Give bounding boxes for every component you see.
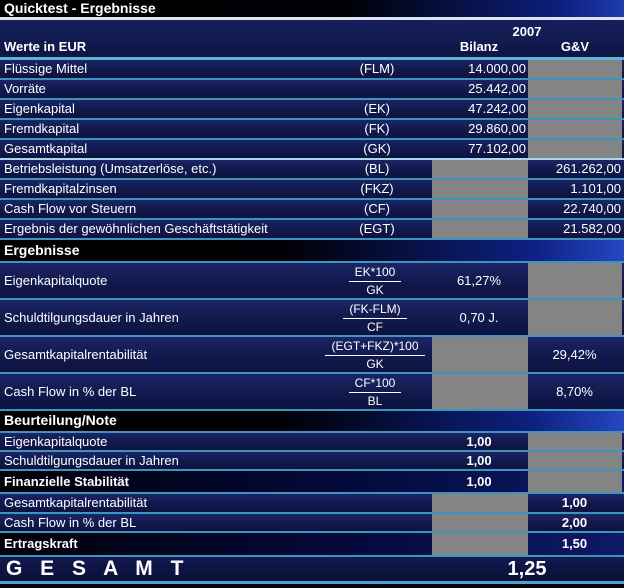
row-label: Schuldtilgungsdauer in Jahren [4, 453, 179, 468]
table-row-betriebsleistung [0, 160, 624, 180]
gv-value: 29,42% [552, 347, 597, 362]
table-row-fluessige-mittel [0, 60, 624, 80]
na-cell-gv [528, 120, 622, 138]
na-cell-gv [528, 471, 622, 492]
row-label: Gesamtkapitalrentabilität [4, 495, 148, 510]
formula-denominator: GK [366, 283, 384, 297]
row-label: Ergebnis der gewöhnlichen Geschäftstätigkeit [4, 221, 268, 236]
na-cell-gv [528, 263, 622, 298]
row-label: Cash Flow in % der BL [4, 384, 137, 399]
row-code: (CF) [364, 201, 390, 216]
formula-fraction [300, 374, 450, 409]
sheet-right-margin [624, 0, 640, 588]
na-cell-gv [528, 100, 622, 118]
na-cell-gv [528, 452, 622, 469]
formula-denominator: BL [367, 394, 383, 408]
gesamt-total-row [0, 557, 624, 584]
gv-column-header: G&V [560, 39, 590, 54]
subtotal-row-finanzielle-stabilitaet [0, 471, 624, 494]
table-row-schuldtilgungsdauer [0, 300, 624, 337]
na-cell-bilanz [432, 180, 528, 198]
year-header: 2007 [512, 24, 542, 39]
formula-denominator: CF [367, 320, 383, 334]
row-label: Gesamtkapitalrentabilität [4, 347, 148, 362]
row-label: Eigenkapital [4, 101, 75, 116]
row-code: (FKZ) [360, 181, 394, 196]
werte-in-eur-label: Werte in EUR [4, 39, 87, 54]
na-cell-bilanz [432, 533, 528, 555]
bottom-edge [0, 584, 624, 588]
section-header-beurteilung: Beurteilung/Note [0, 411, 624, 433]
row-label: Gesamtkapital [4, 141, 88, 156]
formula-fraction [300, 337, 450, 372]
table-row-eigenkapital [0, 100, 624, 120]
row-code: (GK) [363, 141, 391, 156]
bilanz-value: 47.242,00 [468, 101, 526, 116]
note-value-bilanz: 1,00 [466, 474, 492, 489]
bilanz-value: 25.442,00 [468, 81, 526, 96]
table-row-eigenkapitalquote [0, 263, 624, 300]
row-label: Ertragskraft [4, 536, 78, 551]
bilanz-value: 61,27% [456, 273, 502, 288]
formula-numerator: (FK-FLM) [343, 301, 406, 319]
note-value-gv: 1,50 [561, 536, 588, 551]
row-label: Cash Flow in % der BL [4, 515, 137, 530]
na-cell-bilanz [432, 337, 528, 372]
gv-value: 1.101,00 [570, 181, 621, 196]
note-value-gv: 2,00 [561, 515, 588, 530]
na-cell-gv [528, 433, 622, 450]
na-cell-bilanz [432, 494, 528, 512]
formula-numerator: (EGT+FKZ)*100 [325, 338, 424, 356]
na-cell-gv [528, 140, 622, 158]
na-cell-gv [528, 80, 622, 98]
bilanz-value: 14.000,00 [468, 61, 526, 76]
row-code [337, 80, 417, 98]
note-value-bilanz: 1,00 [466, 434, 492, 449]
row-label: Flüssige Mittel [4, 61, 88, 76]
row-code: (FLM) [359, 61, 395, 76]
formula-fraction [300, 300, 450, 335]
table-row-fremdkapitalzinsen [0, 180, 624, 200]
row-code: (EGT) [359, 221, 395, 236]
table-row-gesamtkapital [0, 140, 624, 160]
na-cell-bilanz [432, 514, 528, 531]
note-row-eigenkapitalquote [0, 433, 624, 452]
bilanz-value: 29.860,00 [468, 121, 526, 136]
bilanz-value: 77.102,00 [468, 141, 526, 156]
row-label: Betriebsleistung (Umsatzerlöse, etc.) [4, 161, 217, 176]
row-code: (BL) [364, 161, 390, 176]
formula-numerator: EK*100 [349, 264, 402, 282]
table-row-gesamtkapitalrentabilitaet [0, 337, 624, 374]
table-row-cashflow-vor-steuern [0, 200, 624, 220]
table-row-vorraete [0, 80, 624, 100]
formula-denominator: GK [366, 357, 384, 371]
gv-value: 21.582,00 [563, 221, 621, 236]
na-cell-bilanz [432, 220, 528, 238]
row-label: Vorräte [4, 81, 46, 96]
gv-value: 261.262,00 [555, 161, 621, 176]
note-value-bilanz: 1,00 [466, 453, 492, 468]
gv-value: 22.740,00 [563, 201, 621, 216]
column-header-band [0, 20, 624, 60]
note-row-cashflow-prozent-bl [0, 514, 624, 533]
row-label: Eigenkapitalquote [4, 273, 108, 288]
row-label: Fremdkapital [4, 121, 80, 136]
note-row-gesamtkapitalrentabilitaet [0, 494, 624, 514]
gv-value: 8,70% [556, 384, 593, 399]
na-cell-bilanz [432, 200, 528, 218]
gesamt-total-value: 1,25 [507, 558, 547, 580]
note-row-schuldtilgungsdauer [0, 452, 624, 471]
formula-fraction [300, 263, 450, 298]
subtotal-row-ertragskraft [0, 533, 624, 557]
table-row-cashflow-prozent-bl [0, 374, 624, 411]
row-label: Fremdkapitalzinsen [4, 181, 117, 196]
gesamt-label: G E S A M T [6, 557, 190, 580]
na-cell-bilanz [432, 374, 528, 409]
na-cell-gv [528, 60, 622, 78]
section-header-ergebnisse: Ergebnisse [0, 240, 624, 263]
bilanz-value: 0,70 J. [459, 310, 499, 325]
row-label: Finanzielle Stabilität [4, 474, 129, 489]
row-code: (FK) [364, 121, 390, 136]
row-label: Schuldtilgungsdauer in Jahren [4, 310, 179, 325]
table-row-fremdkapital [0, 120, 624, 140]
bilanz-column-header: Bilanz [459, 39, 499, 54]
note-value-gv: 1,00 [561, 495, 588, 510]
table-row-egt [0, 220, 624, 240]
row-code: (EK) [364, 101, 390, 116]
row-label: Eigenkapitalquote [4, 434, 108, 449]
na-cell-bilanz [432, 160, 528, 178]
row-label: Cash Flow vor Steuern [4, 201, 137, 216]
na-cell-gv [528, 300, 622, 335]
page-title: Quicktest - Ergebnisse [0, 0, 624, 20]
formula-numerator: CF*100 [349, 375, 402, 393]
